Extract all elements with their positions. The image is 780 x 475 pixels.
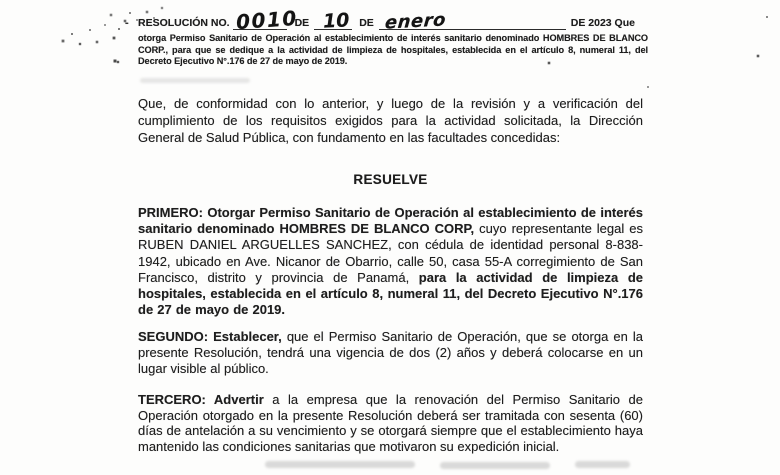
resolution-prefix-mark: - <box>125 17 129 29</box>
primero-middle-regular: cuyo representante legal es RUBEN DANIEL ARGUELLES SANCHEZ, con cédula de identidad personal 8-838-1942, ubicado en Ave. Nicanor de Obarrio, calle 50, casa 55-A corregimiento de San Francisco, distrito y provincia de Panamá, <box>138 221 643 285</box>
scan-smudge <box>440 462 550 469</box>
month-field <box>379 9 566 34</box>
tercero-text-regular: a la empresa que la renovación del Permiso Sanitario de Operación otorgado en la presente Resolución deberá ser tramitada con sesenta (60) días de antelación a su vencimiento y se otorgará siempre que el establecimiento haya mantenido las condiciones sanitarias que motivaron su expedición inicial. <box>138 392 643 455</box>
resolution-line <box>138 5 635 35</box>
day-field <box>314 9 352 33</box>
primero-paragraph <box>138 205 643 318</box>
tercero-paragraph <box>138 392 643 455</box>
segundo-paragraph <box>138 329 643 378</box>
primero-lead-bold: PRIMERO: Otorgar Permiso Sanitario de Operación al establecimiento de interés sanitario denominado HOMBRES DE BLANCO CORP, <box>138 205 643 237</box>
tercero-lead-bold: TERCERO: Advertir <box>138 392 264 407</box>
year-suffix: DE 2023 Que <box>570 17 635 29</box>
segundo-text-regular: que el Permiso Sanitario de Operación, que se otorga en la presente Resolución, tendrá una vigencia de dos (2) años y deberá colocarse en un lugar visible al público. <box>138 329 643 377</box>
resuelve-heading: RESUELVE <box>353 172 428 187</box>
resolution-label: RESOLUCIÓN NO. <box>138 17 230 29</box>
scan-smudge <box>575 461 630 468</box>
handwritten-resolution-number: 0010 <box>234 5 299 35</box>
header-intro-paragraph: otorga Permiso Sanitario de Operación al establecimiento de interés sanitario denominado HOMBRES DE BLANCO CORP., para que se dedique a la actividad de limpieza de hospitales, establecida en el artículo 8, numeral 11, del Decreto Ejecutivo N°.176 de 27 de mayo de 2019. <box>138 33 648 67</box>
de-word-2: DE <box>359 17 374 29</box>
scan-smudge <box>265 461 415 468</box>
scan-noise <box>0 0 2 2</box>
de-word-1: DE <box>294 17 310 29</box>
handwritten-day: 10 <box>322 9 351 33</box>
primero-tail-bold: para la actividad de limpieza de hospitales, establecida en el artículo 8, numeral 11, del Decreto Ejecutivo N°.176 de 27 de mayo de 2019. <box>138 269 643 318</box>
considering-paragraph: Que, de conformidad con lo anterior, y luego de la revisión y a verificación del cumplimiento de los requisitos exigidos para la actividad solicitada, la Dirección General de Salud Pública, con fundamento en las facultades concedidas: <box>138 96 643 145</box>
segundo-lead-bold: SEGUNDO: Establecer, <box>138 329 282 344</box>
resolution-number-field <box>233 5 299 35</box>
handwritten-month: enero <box>383 9 447 34</box>
scan-smudge <box>140 78 250 83</box>
